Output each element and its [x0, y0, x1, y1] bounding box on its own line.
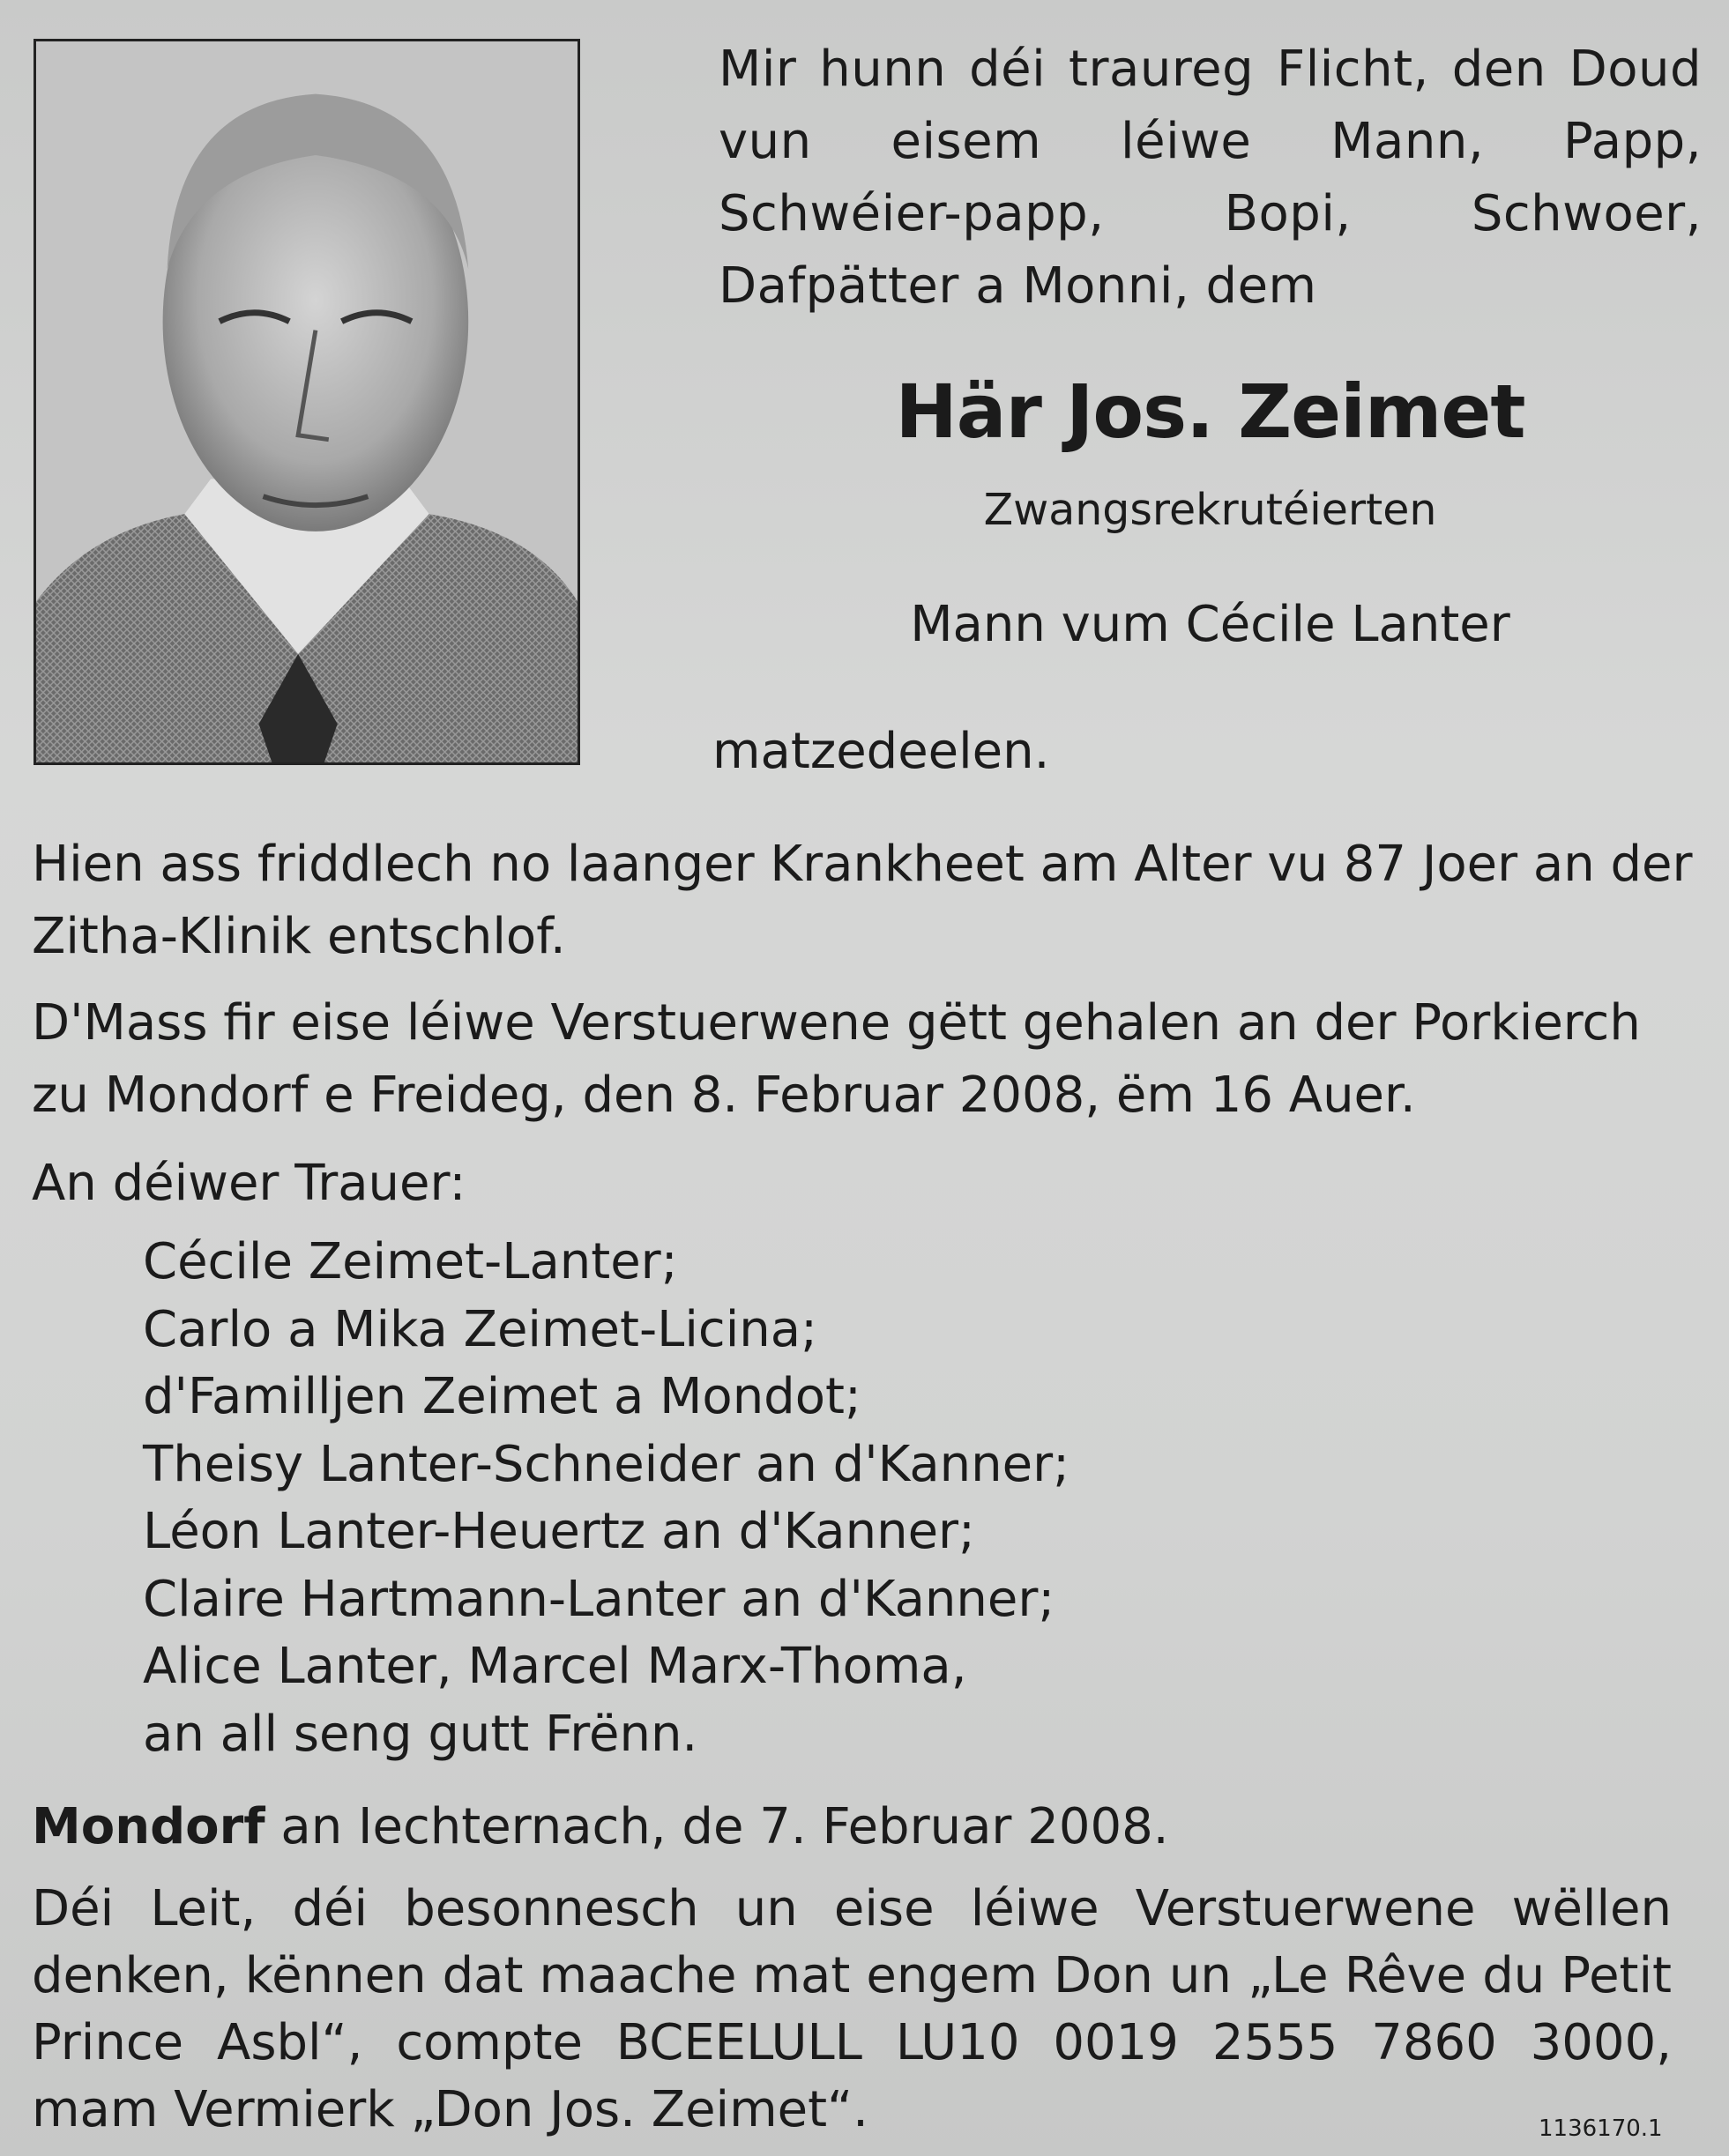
- list-item: Carlo a Mika Zeimet-Licina;: [143, 1300, 817, 1358]
- mourning-heading: An déiwer Trauer:: [32, 1155, 466, 1212]
- list-item: Léon Lanter-Heuertz an d'Kanner;: [143, 1503, 975, 1560]
- list-item: an all seng gutt Frënn.: [143, 1705, 698, 1763]
- portrait-photo: [34, 39, 580, 765]
- deceased-title: Zwangsrekrutéierten: [983, 485, 1437, 535]
- list-item: Claire Hartmann-Lanter an d'Kanner;: [143, 1570, 1055, 1628]
- mourners-list: [143, 1229, 1069, 1768]
- deceased-name: Här Jos. Zeimet: [895, 368, 1525, 455]
- share-line: matzedeelen.: [712, 723, 1050, 780]
- death-notice-paragraph: Hien ass friddlech no laanger Krankheet am Alter vu 87 Joer an der Zitha-Klinik entschlof.: [32, 836, 1693, 965]
- place-date-text: an Iechternach, de 7. Februar 2008.: [265, 1798, 1169, 1855]
- place-date-line: [32, 1798, 1169, 1855]
- list-item: d'Familljen Zeimet a Mondot;: [143, 1368, 861, 1425]
- mass-paragraph: D'Mass fir eise léiwe Verstuerwene gëtt gehalen an der Porkierch zu Mondorf e Freideg, den 8. Februar 2008, ëm 16 Auer.: [32, 994, 1641, 1124]
- donation-paragraph: Déi Leit, déi besonnesch un eise léiwe Verstuerwene wëllen denken, kënnen dat maache mat engem Don un „Le Rêve du Petit Prince Asbl“, compte BCEELULL LU10 0019 2555 7860 3000, mam Vermierk „Don Jos. Zeimet“.: [32, 1880, 1672, 2138]
- intro-text: Mir hunn déi traureg Flicht, den Doud vun eisem léiwe Mann, Papp, Schwéier-papp, Bopi, Schwoer, Dafpätter a Monni, dem: [719, 41, 1702, 315]
- list-item: Theisy Lanter-Schneider an d'Kanner;: [143, 1435, 1069, 1493]
- spouse-line: Mann vum Cécile Lanter: [910, 596, 1510, 653]
- list-item: Alice Lanter, Marcel Marx-Thoma,: [143, 1638, 967, 1695]
- list-item: Cécile Zeimet-Lanter;: [143, 1233, 678, 1290]
- place-name: Mondorf: [32, 1798, 265, 1855]
- reference-number: 1136170.1: [1539, 2115, 1663, 2142]
